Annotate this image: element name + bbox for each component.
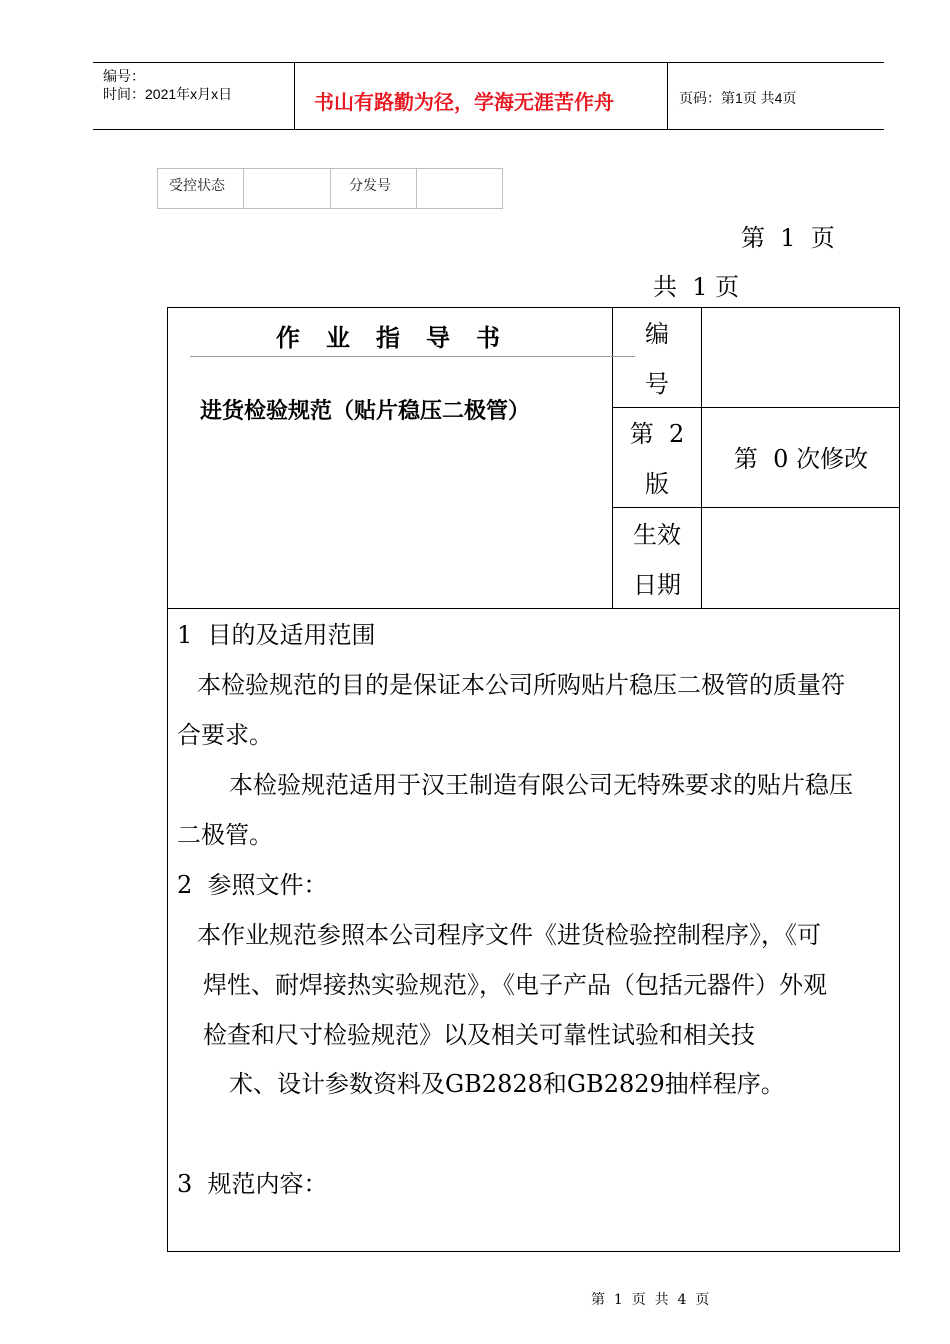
content-line: 合要求。	[177, 721, 273, 749]
header-bottom-rule	[93, 129, 884, 130]
content-line: 焊性、耐焊接热实验规范》，《电子产品（包括元器件）外观	[203, 971, 827, 999]
header-number-label: 编号：	[103, 68, 145, 84]
title-underline	[190, 356, 635, 357]
version-label-1: 第 2	[629, 420, 685, 448]
control-dist-value	[417, 169, 502, 208]
form-title: 作业指导书	[276, 324, 526, 352]
content-line: 术、设计参数资料及GB2828和GB2829抽样程序。	[229, 1070, 785, 1098]
effective-label-2: 日期	[633, 571, 681, 599]
page-total: 共 1 页	[653, 273, 740, 301]
header-time: 时间：2021年x月x日	[103, 86, 233, 102]
content-line: 检查和尺寸检验规范》以及相关可靠性试验和相关技	[203, 1021, 755, 1049]
form-header-bottom	[168, 608, 900, 609]
content-line: 本检验规范适用于汉王制造有限公司无特殊要求的贴片稳压	[229, 771, 853, 799]
header-top-rule	[93, 62, 884, 63]
revision-count: 第 0 次修改	[733, 445, 869, 473]
header-divider-right	[667, 62, 668, 130]
version-label-2: 版	[645, 470, 669, 498]
section-2-heading: 2 参照文件：	[177, 871, 328, 899]
content-line: 本检验规范的目的是保证本公司所购贴片稳压二极管的质量符	[197, 671, 845, 699]
content-line: 二极管。	[177, 821, 273, 849]
control-status-value	[244, 169, 330, 208]
header-motto: 书山有路勤为径，学海无涯苦作舟	[314, 90, 614, 114]
number-label-2: 号	[645, 370, 669, 398]
header-divider-left	[294, 62, 295, 130]
section-3-heading: 3 规范内容：	[177, 1170, 328, 1198]
control-dist-label: 分发号	[331, 169, 417, 208]
page-of: 第 1 页	[741, 224, 835, 252]
content-line: 本作业规范参照本公司程序文件《进货检验控制程序》，《可	[197, 921, 821, 949]
form-subtitle: 进货检验规范（贴片稳压二极管）	[200, 399, 531, 424]
section-1-heading: 1 目的及适用范围	[177, 621, 376, 649]
number-label-1: 编	[645, 320, 669, 348]
effective-label-1: 生效	[633, 521, 681, 549]
header-page-info: 页码：第1页 共4页	[679, 90, 797, 106]
control-status-label: 受控状态	[158, 169, 244, 208]
control-table	[157, 168, 503, 209]
instruction-form	[167, 307, 900, 1252]
footer-page-number: 第 1 页 共 4 页	[591, 1292, 710, 1308]
